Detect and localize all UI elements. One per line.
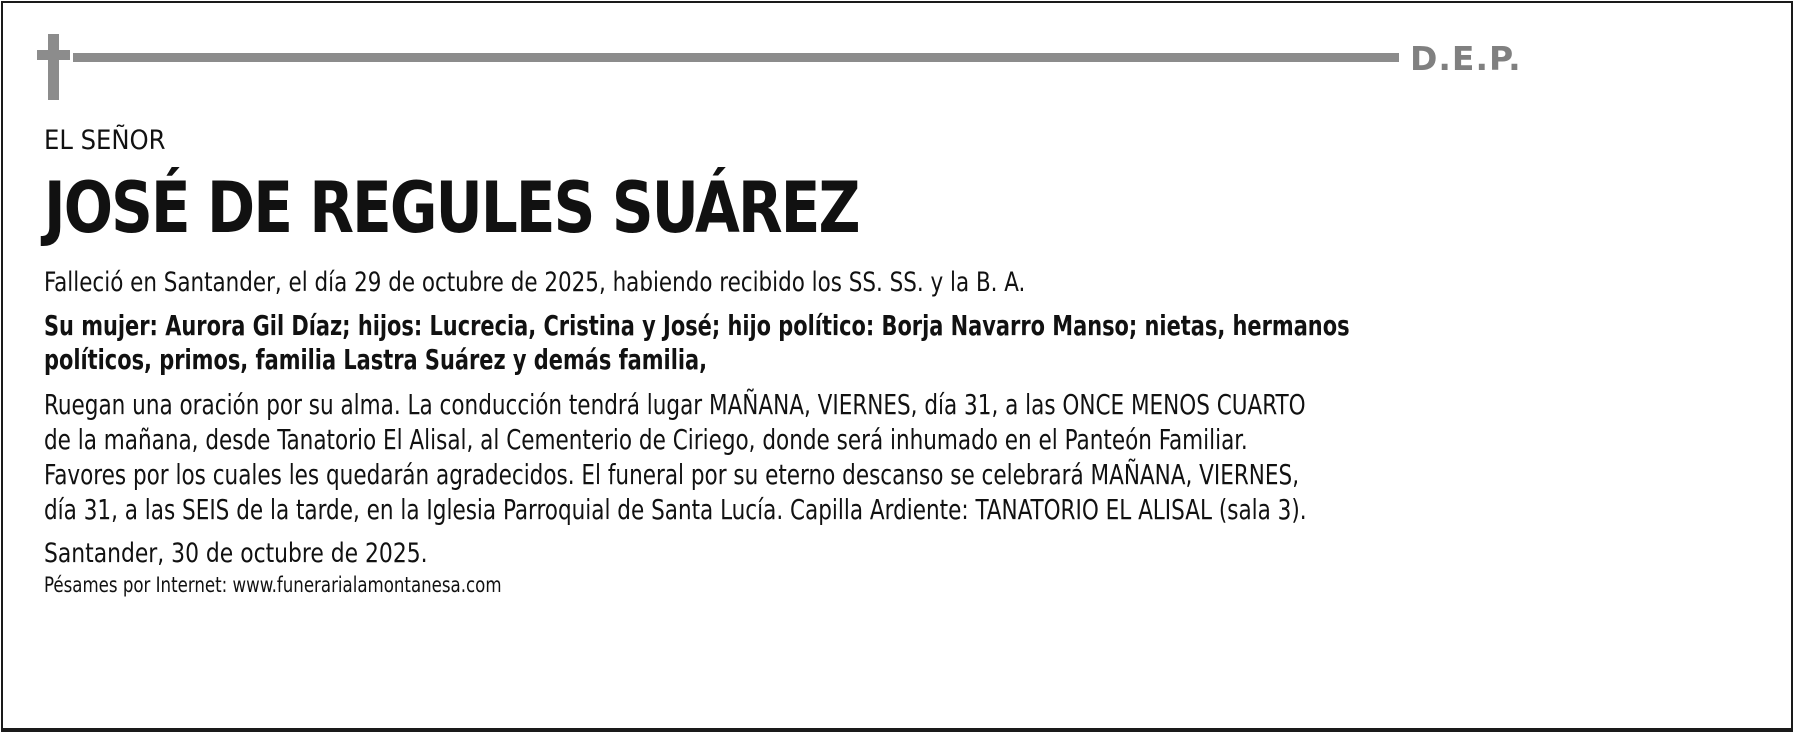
body-line: Ruegan una oración por su alma. La conducción tendrá lugar MAÑANA, VIERNES, día 31, a las ONCE MENOS CUARTO bbox=[44, 388, 1306, 421]
deceased-name: JOSÉ DE REGULES SUÁREZ bbox=[44, 167, 859, 249]
condolences-link[interactable]: Pésames por Internet: www.funerarialamontanesa.com bbox=[44, 573, 502, 597]
body-paragraph bbox=[44, 387, 1307, 527]
cross-icon bbox=[48, 34, 59, 100]
family-line: Su mujer: Aurora Gil Díaz; hijos: Lucrecia, Cristina y José; hijo político: Borja Navarro Manso; nietas, hermanos bbox=[44, 309, 1350, 342]
body-line: día 31, a las SEIS de la tarde, en la Iglesia Parroquial de Santa Lucía. Capilla Ardiente: TANATORIO EL ALISAL (sala 3). bbox=[44, 493, 1307, 526]
family-line: políticos, primos, familia Lastra Suárez y demás familia, bbox=[44, 343, 708, 376]
dep-label: D.E.P. bbox=[1410, 39, 1522, 78]
place-date: Santander, 30 de octubre de 2025. bbox=[44, 538, 428, 569]
cross-icon-bar bbox=[37, 50, 70, 60]
body-line: Favores por los cuales les quedarán agradecidos. El funeral por su eterno descanso se celebrará MAÑANA, VIERNES, bbox=[44, 458, 1300, 491]
header-rule bbox=[73, 53, 1399, 62]
body-line: de la mañana, desde Tanatorio El Alisal, al Cementerio de Ciriego, donde será inhumado en el Panteón Familiar. bbox=[44, 423, 1248, 456]
obituary-notice bbox=[1, 1, 1793, 732]
death-line: Falleció en Santander, el día 29 de octubre de 2025, habiendo recibido los SS. SS. y la B. A. bbox=[44, 267, 1026, 298]
honorific: EL SEÑOR bbox=[44, 125, 166, 156]
family-paragraph bbox=[44, 309, 1350, 377]
